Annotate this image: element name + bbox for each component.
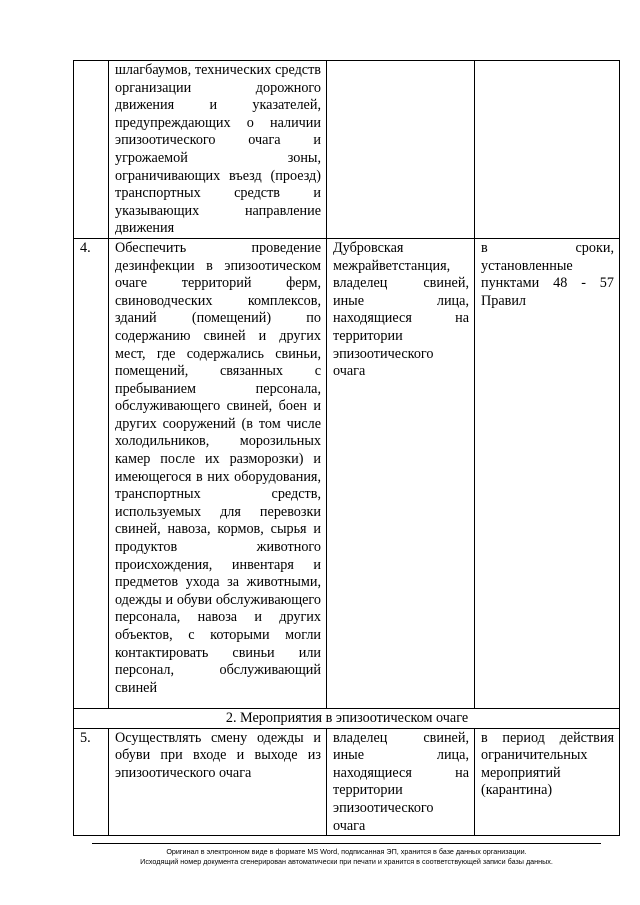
table-row — [74, 61, 620, 239]
responsible-text — [327, 61, 475, 239]
section-header-row — [74, 708, 620, 728]
measure-text: Обеспечить проведение дезинфекции в эпизоотическом очаге территорий ферм, свиноводческих комплексов, зданий (помещений) по содержанию свиней и других мест, где содержались свиньи, помещений, связанных с пребыванием персонала, обслуживающего свиней, боен и других сооружений (в том числе холодильников, морозильных камер после их разморозки) и имеющегося в них оборудования, транспортных средств, используемых для перевозки свиней, навоза, кормов, сырья и продуктов животного происхождения, инвентаря и предметов ухода за животными, одежды и обуви обслуживающего персонала, навоза и других объектов, с которыми могли контактировать свиньи или персонал, обслуживающий свиней — [109, 238, 327, 708]
document-footer — [92, 843, 601, 867]
responsible-text: Дубровская межрайветстанция, владелец свиней, иные лица, находящиеся на территории эпизоотического очага — [327, 238, 475, 708]
measure-text: Осуществлять смену одежды и обуви при входе и выходе из эпизоотического очага — [109, 728, 327, 836]
deadline-text — [475, 61, 620, 239]
footer-line-original: Оригинал в электронном виде в формате MS Word, подписанная ЭП, хранится в базе данных организации. — [166, 847, 527, 856]
table-row — [74, 728, 620, 836]
table-row — [74, 238, 620, 708]
row-number — [74, 61, 109, 239]
footer-line-number: Исходящий номер документа сгенерирован автоматически при печати и хранится в соответствующей записи базы данных. — [140, 857, 553, 866]
row-number: 4. — [74, 238, 109, 708]
measures-table — [73, 60, 620, 836]
responsible-text: владелец свиней, иные лица, находящиеся на территории эпизоотического очага — [327, 728, 475, 836]
row-number: 5. — [74, 728, 109, 836]
deadline-text: в сроки, установленные пунктами 48 - 57 Правил — [475, 238, 620, 708]
section-title: 2. Мероприятия в эпизоотическом очаге — [74, 708, 620, 728]
measure-text: шлагбаумов, технических средств организации дорожного движения и указателей, предупреждающих о наличии эпизоотического очага и угрожаемой зоны, ограничивающих въезд (проезд) транспортных средств и указывающих направление движения — [109, 61, 327, 239]
deadline-text: в период действия ограничительных мероприятий (карантина) — [475, 728, 620, 836]
